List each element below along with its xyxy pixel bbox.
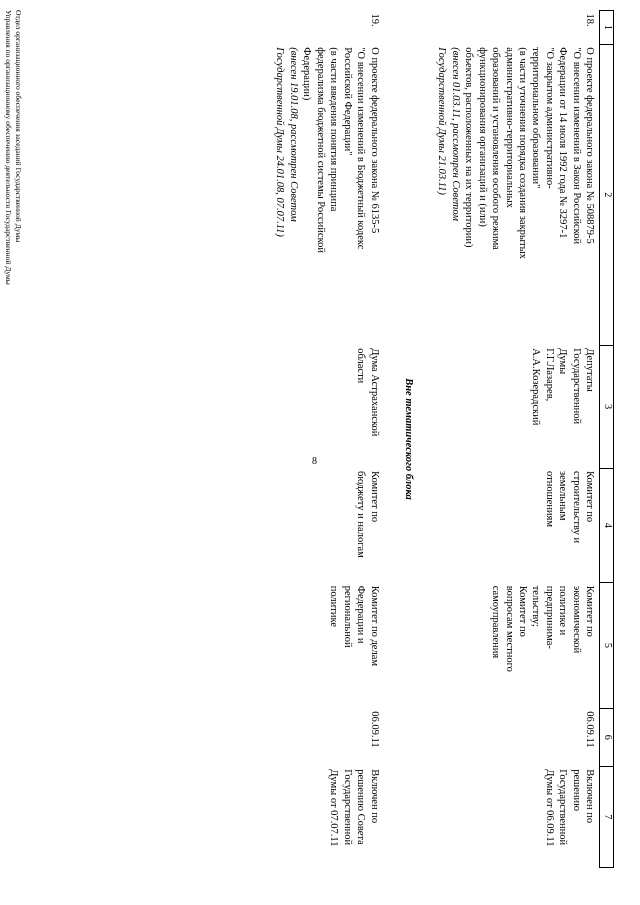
column-number-row [600, 11, 614, 868]
block-title: Вне тематического блока [402, 378, 414, 500]
committee-line: земельным [557, 471, 569, 521]
initiator-line: Думы [557, 348, 569, 375]
bill-title-line: Федерации) [301, 47, 313, 101]
bill-description [435, 44, 600, 345]
initiator-line: Государственной [570, 348, 582, 425]
date: 06.09.11 [368, 711, 380, 748]
co-committee-line: предпринима- [543, 585, 555, 649]
footer [3, 10, 23, 285]
co-committee-line: тельству; [530, 585, 542, 627]
table-row [273, 11, 384, 868]
co-committee-line: экономической [570, 585, 582, 654]
co-committee [273, 583, 384, 709]
co-committee-line: вопросам местного [503, 585, 515, 672]
date: 06.09.11 [584, 711, 596, 748]
responsible-committee [435, 468, 600, 583]
column-number: 1 [600, 11, 614, 45]
bill-title-line: территориальном образовании" [530, 47, 542, 189]
bill-title-line: образований и установления особого режима [490, 47, 502, 250]
bill-title-line: "О внесении изменений в Закон Российской [570, 47, 582, 245]
bill-title-line: "О закрытом административно- [543, 47, 555, 189]
footer-line: Отдел организационного обеспечения заседаний Государственной Думы [14, 10, 23, 243]
bill-title-line: функционирования организаций и (или) [476, 47, 488, 227]
status-line: Включен по [584, 769, 596, 824]
committee-line: строительству и [570, 471, 582, 544]
co-committee [435, 583, 600, 709]
column-number: 3 [600, 345, 614, 468]
status-line: Думы от 07.07.11 [328, 769, 340, 847]
co-committee-line: самоуправления [490, 585, 502, 659]
bill-title-line: "О внесении изменений в Бюджетный кодекс [355, 47, 367, 250]
initiator-line: Дума Астраханской [368, 348, 380, 437]
bills-table [273, 10, 614, 868]
row-number: 19. [368, 13, 380, 27]
co-committee-line: политике [328, 585, 340, 628]
column-number: 5 [600, 583, 614, 709]
co-committee-line: Федерации и [355, 585, 367, 644]
bill-note-line: Государственной Думы 24.01.08, 07.07.11) [274, 47, 286, 237]
column-number: 4 [600, 468, 614, 583]
status-line: Думы от 06.09.11 [543, 769, 555, 847]
status [273, 766, 384, 867]
footer-line: Управления по организационному обеспечению деятельности Государственной Думы [3, 10, 13, 285]
bill-title-line: объектов, расположенных на их территории) [463, 47, 475, 248]
page-number: 8 [312, 456, 317, 467]
committee-line: Комитет по [584, 471, 596, 523]
table-row [435, 11, 600, 868]
initiator [435, 345, 600, 468]
co-committee-line: региональной [341, 585, 353, 648]
column-number: 2 [600, 44, 614, 345]
bill-title-line: (в части уточнения порядка создания закрытых [517, 47, 529, 259]
co-committee-line: Комитет по [517, 585, 529, 637]
responsible-committee [273, 468, 384, 583]
initiator-line: Депутаты [584, 348, 596, 392]
co-committee-line: политике и [557, 585, 569, 636]
status [435, 766, 600, 867]
bill-title-line: Федерации от 14 июля 1992 года № 3297-1 [557, 47, 569, 239]
bill-note-line: (внесен 19.01.08, рассмотрен Советом [287, 47, 299, 222]
bill-title-line: федерализма бюджетной системы Российской [314, 47, 326, 254]
initiator [273, 345, 384, 468]
bill-note-line: Государственной Думы 21.03.11) [436, 47, 448, 195]
bill-description [273, 44, 384, 345]
status-line: решению [570, 769, 582, 811]
column-number: 7 [600, 766, 614, 867]
column-number: 6 [600, 708, 614, 766]
status-line: Государственной [341, 769, 353, 846]
bill-note-line: (внесен 01.03.11, рассмотрен Советом [449, 47, 461, 221]
bill-title-line: административно-территориальных [503, 47, 515, 208]
initiator-line: Г.Г.Лазарев, [543, 348, 555, 402]
bill-title-line: О проекте федерального закона № 6135-5 [368, 47, 380, 234]
bill-title-line: (в части введения понятия принципа [328, 47, 340, 212]
committee-line: отношениям [543, 471, 555, 528]
bill-title-line: О проекте федерального закона № 508879-5 [584, 47, 596, 244]
status-line: Включен по [368, 769, 380, 824]
initiator-line: области [355, 348, 367, 384]
committee-line: Комитет по [368, 471, 380, 523]
initiator-line: А.А.Козерадский [530, 348, 542, 426]
co-committee-line: Комитет по делам [368, 585, 380, 667]
block-title-row [384, 11, 435, 868]
committee-line: бюджету и налогам [355, 471, 367, 558]
row-number: 18. [584, 13, 596, 27]
status-line: решению Совета [355, 769, 367, 845]
co-committee-line: Комитет по [584, 585, 596, 637]
bill-title-line: Российской Федерации" [341, 47, 353, 156]
status-line: Государственной [557, 769, 569, 846]
